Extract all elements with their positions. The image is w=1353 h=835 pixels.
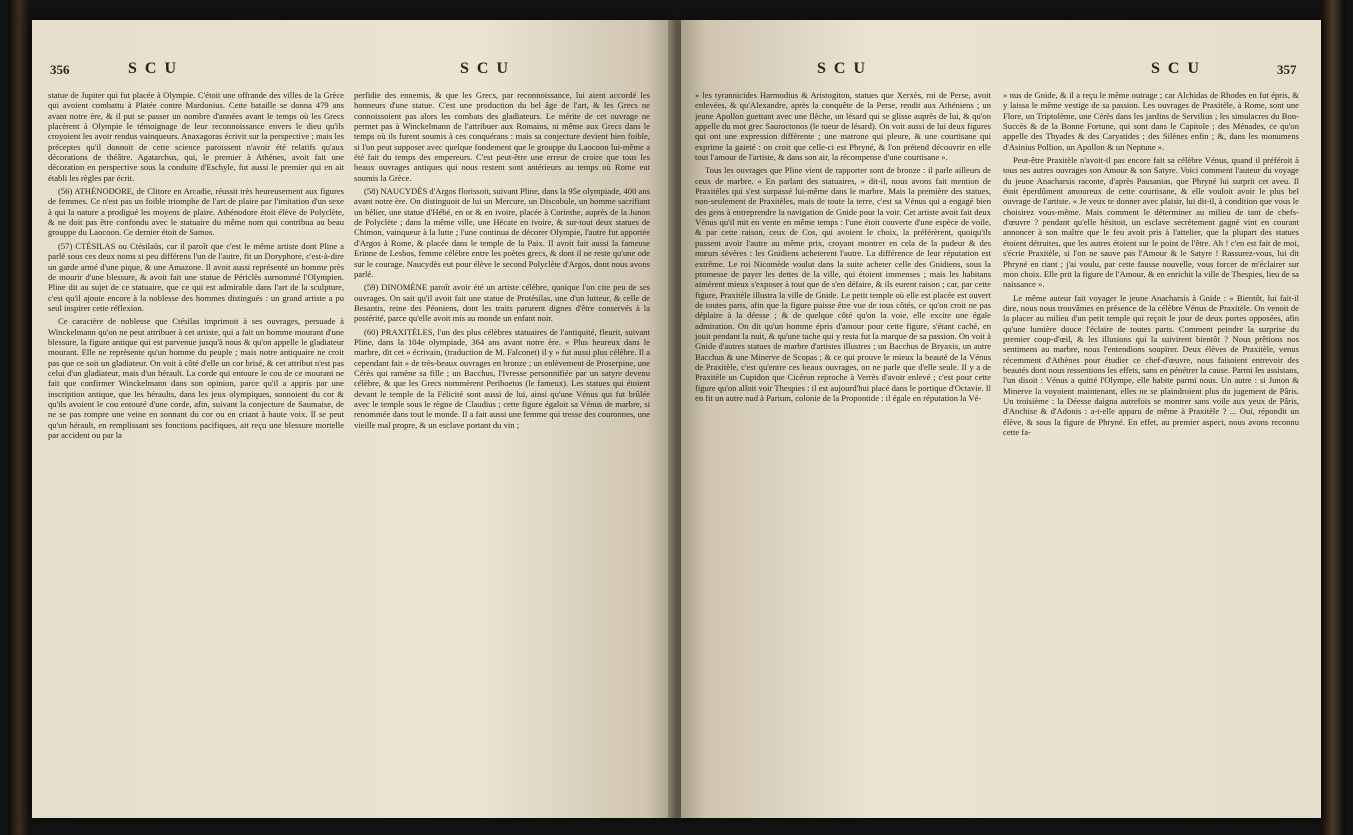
paragraph: Le même auteur fait voyager le jeune Anacharsis à Gnide : « Bientôt, lui fait-il dire, nous nous trouvâmes en présence de la célèbre Vénus de Praxitèle. On venoit de la placer au milieu d'un petit temple qui reçoit le jour de deux portes opposées, afin qu'une lumière douce l'éclaire de toutes parts. Comment peindre la surprise du premier coup-d'œil, & les illusions qui la suivirent bientôt ? Nous prêtions nos sentimens au marbre, nous l'entendions soupirer. Deux élèves de Praxitèle, venus récemment d'Athènes pour étudier ce chef-d'œuvre, nous faisoient entrevoir des beautés dont nous ressentions les effets, sans en pénétrer la cause. Parmi les assistans, l'un disoit : Vénus a quitté l'Olympe, elle habite parmi nous. Un autre : si Junon & Minerve la voyoient maintenant, elles ne se plaindroient plus du jugement de Pâris. Un troisième : la Déesse daigna autrefois se montrer sans voile aux yeux de Pâris, d'Anchise & d'Adonis : a-t-elle apparu de même à Praxitèle ? ... Oui, répondit un élève, & sous la figure de Phryné. En effet, au premier aspect, nous avons reconnu cette fa-: [1003, 292, 1299, 437]
running-head: S C U: [460, 60, 511, 77]
right-page: [681, 20, 1321, 818]
text-column: [354, 90, 650, 810]
paragraph: (59) DINOMÈNE paroît avoir été un artiste célèbre, quoique l'on cite peu de ses ouvrages. On sait qu'il avoit fait une statue de Protésilas, une d'un lutteur, & celle de Besantis, reine des Péoniens, dont les traits parurent dignes d'être conservés à la postérité, parce qu'elle avoit mis au monde un enfant noir.: [354, 282, 650, 324]
running-head: S C U: [128, 60, 179, 77]
text-column: [1003, 90, 1299, 810]
paragraph: (56) ATHÉNODORE, de Clitore en Arcadie, réussit très heureusement aux figures de femmes. Ce n'est pas un foible triomphe de l'art de plaire par l'imitation d'un sexe à qui la nature a prodigué les moyens de plaire. Athénodore étoit élève de Polyclète, & ne doit pas être confondu avec le statuaire du même nom qui contribua au beau grouppe du Laocoon. Ce dernier étoit de Samos.: [48, 186, 344, 238]
left-page: [32, 20, 672, 818]
running-head: S C U: [1151, 60, 1202, 77]
paragraph: (58) NAUCYDÈS d'Argos florissoit, suivant Pline, dans la 95e olympiade, 400 ans avant notre ère. On distinguoit de lui un Mercure, un Discobule, un homme sacrifiant un bélier, une statue d'Hébé, en or & en ivoire, placée à Corinthe, auprès de la Junon de Polyclète ; dans la même ville, une Hécate en ivoire, & sur-tout deux statues de Chimon, vainqueur à la lutte ; l'une continua de décorer Olympie, l'autre fut apportée d'Argos à Rome, & placée dans le temple de la Paix. Il avoit fait aussi la fameuse Erinne de Lesbos, femme célèbre entre les poètes grecs, & dont il ne reste qu'une ode sur le courage. Naucydès eut pour élève le second Polyclète d'Argos, dont nous avons parlé.: [354, 186, 650, 279]
running-head: S C U: [817, 60, 868, 77]
text-column: [48, 90, 344, 810]
paragraph: perfidie des ennemis, & que les Grecs, par reconnoissance, lui aient accordé les honneurs d'une statue. C'est une production du bel âge de l'art, & les Grecs ne connoissoient pas alors les combats des gladiateurs. Le mérite de cet ouvrage ne permet pas à Winckelmann de l'attribuer aux Romains, ni même aux Grecs dans le temps où ils furent soumis à ces conquérans : mais sa conjecture devient bien foible, si l'on peut supposer avec quelque fondement que le grouppe du Laocoon lui-même a été fait du temps des empereurs. C'est peut-être une erreur de croire que tous les beaux ouvrages antiques qui nous restent sont antérieurs au temps où Rome eut soumis la Grèce.: [354, 90, 650, 183]
paragraph: » nus de Gnide, & il a reçu le même outrage ; car Alchidas de Rhodes en fut épris, & y laissa le même vestige de sa passion. Les ouvrages de Praxitèle, à Rome, sont une Flore, un Triptolème, une Cérès dans les jardins de Servilius ; les simulacres du Bon-Succès & de la Bonne Fortune, qui sont dans le Capitole ; des Ménades, ce qu'on appelle des Thyades & des Caryatides ; des Silènes enfin ; &, dans les monumens d'Asinius Pollion, un Apollon & un Neptune ».: [1003, 90, 1299, 152]
paragraph: » les tyrannicides Harmodius & Aristogiton, statues que Xerxès, roi de Perse, avoit enlevées, & qu'Alexandre, après la conquête de la Perse, rendit aux Athéniens ; un jeune Apollon guettant avec une flèche, un lésard qui se glisse auprès de lui, & qu'on appelle du mot grec Sauroctonos (le tueur de lésard). On voit aussi de lui deux figures qui ont une expression différente ; une matrone qui pleure, & une courtisane qui exprime la gaieté : on croit que celle-ci est Phryné, & l'on prétend découvrir en elle tout l'amour de l'artiste, & dans son air, la récompense d'une courtisane ».: [695, 90, 991, 163]
paragraph: statue de Jupiter qui fut placée à Olympie. C'étoit une offrande des villes de la Grèce qui avoient combattu à Platée contre Mardonius. Cette bataille se donna 479 ans avant notre ère, & il put se passer un nombre d'années avant le temps où les Grecs placèrent à Olympie le témoignage de leur reconnoissance envers le dieu qu'ils croyoient les avoir rendus vainqueurs. Anaxagoras écrivit sur la perspective ; mais les préceptes qu'il donnoit de cette science paroissent n'avoir été relatifs qu'aux décorations de théâtre. Agatarchus, qui, le premier à Athènes, avoit fait une décoration en perspective sous la conduite d'Eschyle, fut aussi le premier qui en ait établi les règles par écrit.: [48, 90, 344, 183]
book-cover-left: [8, 0, 28, 835]
page-number: 357: [1277, 62, 1297, 77]
text-column: [695, 90, 991, 810]
paragraph: (57) CTÉSILAS ou Ctésilaüs, car il paroît que c'est le même artiste dont Pline a parlé sous ces deux noms si peu différens l'un de l'autre, fit un Doryphore, c'est-à-dire un garde armé d'une pique, & une Amazone. Il avoit aussi représenté un homme près de mourir d'une blessure, & avoit fait une statue de Périclès surnommé l'Olympien. Pline dit au sujet de ce statuaire, que ce qui est admirable dans l'art de la sculpture, c'est qu'il ajoute encore à la noblesse des hommes distingués : un grand artiste a pu seul inspirer cette réflexion.: [48, 240, 344, 313]
paragraph: Tous les ouvrages que Pline vient de rapporter sont de bronze : il parle ailleurs de ceux de marbre. « En parlant des statuaires, » dit-il, nous avons fait mention de Praxitèles qui s'est surpassé lui-même dans le marbre. Mais la première des statues, non-seulement de Praxitèles, mais de toute la terre, c'est sa Vénus qui a engagé bien des gens à entreprendre la navigation de Gnide pour la voir. Cet artiste avoit fait deux Vénus qu'il mit en vente en même temps : l'une étoit couverte d'une espèce de voile, & par cette raison, ceux de Cos, qui avoient le choix, la préférèrent, quoiqu'ils pussent avoir l'autre au même prix, croyant montrer en cela de la pudeur & des mœurs sévères : les Gnidiens acheterent l'autre. La différence de leur réputation est extrême. Le roi Nicomède voulut dans la suite acheter celle des Gnidiens, sous la promesse de payer les dettes de la ville, qui étoient immenses ; mais les habitans aimèrent mieux s'exposer à tout que de s'en défaire, & ils eurent raison ; car, par cette figure, Praxitèle illustra la ville de Gnide. Le petit temple où elle est placée est ouvert de toutes parts, afin que la figure puisse être vue de tous côtés, ce qu'on croit ne pas déplaire à la déesse ; & de quelque côté qu'on la voie, elle excite une égale admiration. On dit qu'un homme épris d'amour pour cette figure, s'étant caché, en jouit pendant la nuit, & qu'une tache qui y resta fut la marque de sa passion. On voit à Gnide d'autres statues de marbre d'artistes illustres ; un Bacchus de Bryaxis, un autre Bacchus & une Minerve de Scopas ; & ce qui prouve le mieux la beauté de la Vénus de Praxitèle, c'est qu'entre ces beaux ouvrages, on ne parle que d'elle seule. Il y a de Praxitèle un Cupidon que Cicéron reproche à Verrès d'avoir enlevé ; c'est pour cette figure qu'on alloit voir Thespies : il est aujourd'hui placé dans le portique d'Octavie. Il en fit un autre nud à Parium, colonie de la Propontide : il égale en réputation la Vé-: [695, 165, 991, 403]
page-number: 356: [50, 62, 70, 77]
paragraph: Peut-être Praxitèle n'avoit-il pas encore fait sa célèbre Vénus, quand il préféroit à tous ses autres ouvrages son Amour & son Satyre. Voici comment l'auteur du voyage du jeune Anacharsis raconte, d'après Pausanias, que Phryné lui surprit cet aveu. Il étoit éperdûment amoureux de cette courtisane, & elle vouloit avoir le plus bel ouvrage de l'artiste. « Je veux te donner avec plaisir, lui dit-il, à condition que vous le choisirez vous-même. Mais comment le déterminer au milieu de tant de chefs-d'œuvre ? pendant qu'elle hésitoit, un esclave secrètement gagné vint en courant annoncer à son maître que le feu avoit pris à l'attelier, que la plupart des statues étoient détruites, que les autres étoient sur le point de l'être. Ah ! c'en est fait de moi, s'écrie Praxitèle, si l'on ne sauve pas l'Amour & le Satyre ! Rassurez-vous, lui dit Phryné en riant ; j'ai voulu, par cette fausse nouvelle, vous forcer de m'éclairer sur mon choix. Elle prit la figure de l'Amour, & en enrichit la ville de Thespies, lieu de sa naissance ».: [1003, 155, 1299, 290]
paragraph: Ce caractère de noblesse que Ctésilas imprimoit à ses ouvrages, persuade à Winckelmann qu'on ne peut attribuer à cet artiste, qui a fait un homme mourant d'une blessure, la figure antique qui est parvenue jusqu'à nous & qu'on appelle le gladiateur mourant. Elle ne représente qu'un homme du peuple ; mais notre antiquaire ne croit pas que ce soit un gladiateur. On voit à côté d'elle un cor brisé, & cet attribut n'est pas celui d'un gladiateur, mais d'un hérault. La corde qui entoure le cou de ce mourant ne fait que confirmer Winckelmann dans son opinion, parce qu'il a appris par une inscription antique, que les héraults, dans les jeux olympiques, sonnoient du cor & qu'ils avoient le cou entouré d'une corde, afin, suivant la conjecture de Saumaise, de ne se pas rompre une veine en sonnant du cor ou en criant à haute voix. Il se peut qu'un hérault, en remplissant ses fonctions pacifiques, ait reçu une blessure mortelle par accident ou par la: [48, 316, 344, 440]
paragraph: (60) PRAXITÈLES, l'un des plus célèbres statuaires de l'antiquité, fleurit, suivant Pline, dans la 104e olympiade, 364 ans avant notre ère. « Plus heureux dans le marbre, dit cet » écrivain, (traduction de M. Falconet) il y » fut aussi plus célèbre. Il a cependant fait » de très-beaux ouvrages en bronze ; un enlèvement de Proserpine, une Cérès qui ramène sa fille ; un Bacchus, l'Ivresse personnifiée par un satyre devenu célèbre, & que les Grecs nommèrent Periboetos (le fameux). Les statues qui étoient devant le temple de la Félicité sont aussi de lui, ainsi qu'une Vénus qui fut brûlée avec le temple sous le règne de Claudius ; cette figure égaloit sa Vénus de marbre, si renommée dans tout le monde. Il a fait aussi une femme qui tresse des couronnes, une vieille mal propre, & un esclave portant du vin ;: [354, 326, 650, 430]
book-cover-right: [1323, 0, 1345, 835]
